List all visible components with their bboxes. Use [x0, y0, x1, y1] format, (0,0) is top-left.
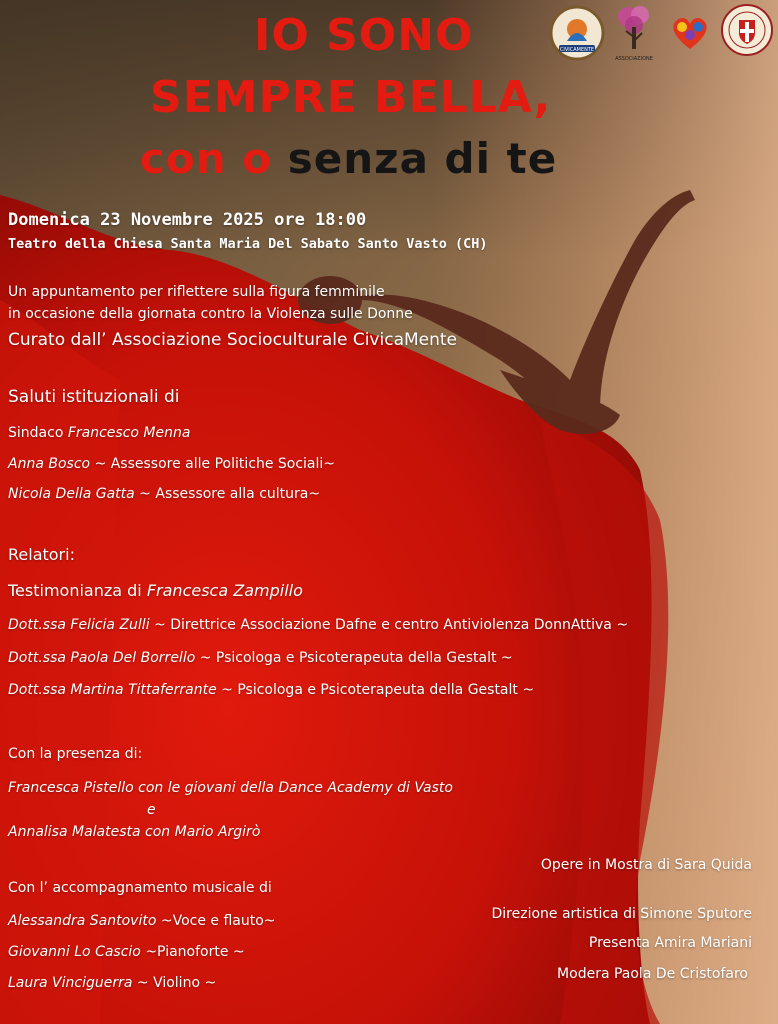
musica-role: ~Voce e flauto~	[156, 913, 276, 929]
relatori-role: ~ Direttrice Associazione Dafne e centro Antiviolenza DonnAttiva ~	[149, 617, 629, 633]
event-place: Teatro della Chiesa Santa Maria Del Sabato Santo Vasto (CH)	[8, 236, 488, 252]
event-date: Domenica 23 Novembre 2025 ore 18:00	[8, 210, 367, 230]
musica-item-2	[8, 975, 216, 991]
relatori-name: Francesca Zampillo	[146, 581, 303, 600]
relatori-role: ~ Psicologa e Psicoterapeuta della Gestalt ~	[216, 682, 535, 698]
intro-line-1: Un appuntamento per riflettere sulla figura femminile	[8, 284, 385, 300]
title-line-1: IO SONO	[254, 10, 474, 61]
relatori-item-2	[8, 650, 513, 666]
credits-direzione: Direzione artistica di Simone Sputore	[491, 906, 752, 922]
credits-presenta: Presenta Amira Mariani	[588, 935, 752, 951]
saluti-name: Francesco Menna	[67, 425, 191, 441]
intro-curated: Curato dall’ Associazione Socioculturale CivicaMente	[8, 330, 458, 350]
saluti-item-2	[8, 486, 320, 502]
logo-civicamente-text: CIVICAMENTE	[559, 47, 595, 53]
intro-line-2: in occasione della giornata contro la Violenza sulle Donne	[8, 306, 413, 322]
title-line-3-dark: senza di te	[287, 134, 558, 183]
presenza-line-1: Francesca Pistello con le giovani della Dance Academy di Vasto	[8, 780, 453, 796]
relatori-item-3	[8, 682, 534, 698]
relatori-name: Dott.ssa Felicia Zulli	[8, 617, 150, 633]
musica-role: ~Pianoforte ~	[140, 944, 245, 960]
relatori-role: ~ Psicologa e Psicoterapeuta della Gestalt ~	[195, 650, 513, 666]
title-line-3-red: con o	[140, 134, 273, 183]
saluti-prefix: Sindaco	[8, 425, 68, 441]
musica-name: Alessandra Santovito	[8, 913, 157, 929]
presenza-line-2: Annalisa Malatesta con Mario Argirò	[8, 824, 261, 840]
saluti-role: ~ Assessore alle Politiche Sociali~	[90, 456, 336, 472]
logo-associazione-tree	[606, 3, 662, 65]
relatori-name: Dott.ssa Paola Del Borrello	[8, 650, 196, 666]
saluti-item-0	[8, 425, 190, 441]
relatori-item-1	[8, 617, 628, 633]
saluti-heading: Saluti istituzionali di	[8, 387, 180, 407]
saluti-name: Anna Bosco	[8, 456, 91, 472]
logo-civicamente	[549, 5, 605, 61]
credits-opere: Opere in Mostra di Sara Quida	[540, 857, 752, 873]
relatori-heading: Relatori:	[8, 545, 75, 564]
title-line-3	[140, 134, 557, 183]
musica-role: ~ Violino ~	[132, 975, 217, 991]
presenza-and: e	[147, 802, 156, 818]
relatori-prefix: Testimonianza di	[8, 581, 147, 600]
musica-item-0	[8, 913, 276, 929]
credits-modera: Modera Paola De Cristofaro	[557, 966, 748, 982]
musica-heading: Con l’ accompagnamento musicale di	[8, 880, 272, 896]
title-line-2: SEMPRE BELLA,	[150, 72, 552, 123]
musica-name: Laura Vinciguerra	[8, 975, 133, 991]
musica-item-1	[8, 944, 245, 960]
relatori-name: Dott.ssa Martina Tittaferrante	[8, 682, 217, 698]
relatori-item-0	[8, 581, 303, 600]
musica-name: Giovanni Lo Cascio	[8, 944, 141, 960]
saluti-name: Nicola Della Gatta	[8, 486, 135, 502]
logo-comune-vasto	[720, 3, 774, 57]
logo-associazione-text: ASSOCIAZIONE	[615, 56, 653, 62]
saluti-role: ~ Assessore alla cultura~	[134, 486, 321, 502]
presenza-heading: Con la presenza di:	[8, 746, 143, 762]
saluti-item-1	[8, 456, 335, 472]
logo-hearts-emblem	[664, 5, 716, 57]
